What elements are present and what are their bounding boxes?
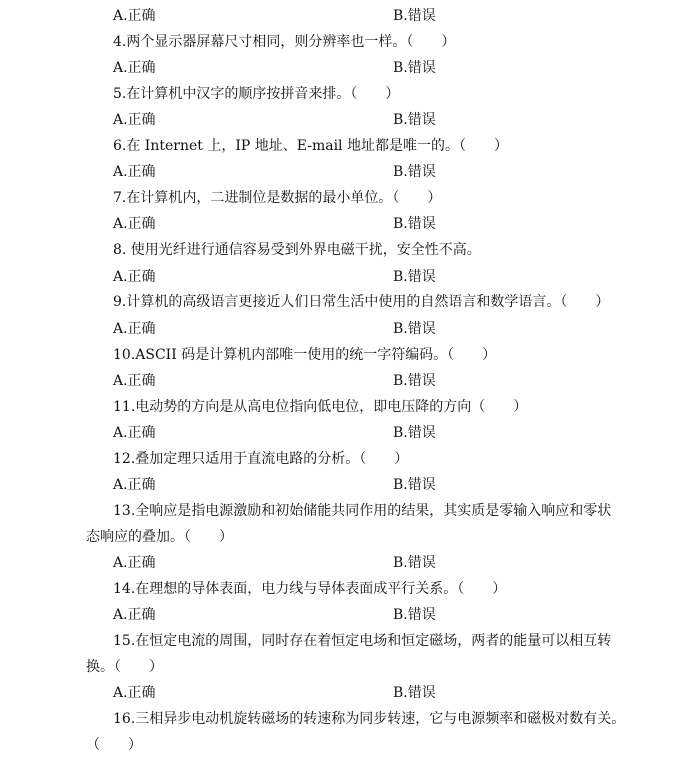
option-b-q13[interactable]: B.错误 xyxy=(393,555,436,571)
option-a-q3[interactable]: A.正确 xyxy=(113,8,156,24)
option-b-q7[interactable]: B.错误 xyxy=(393,216,436,232)
option-a-q5[interactable]: A.正确 xyxy=(113,112,156,128)
question-8: 8. 使用光纤进行通信容易受到外界电磁干扰，安全性不高。 xyxy=(113,242,481,258)
option-b-q14[interactable]: B.错误 xyxy=(393,607,436,623)
option-a-q8[interactable]: A.正确 xyxy=(113,269,156,285)
option-a-q9[interactable]: A.正确 xyxy=(113,321,156,337)
question-15-continuation: 换。（ ） xyxy=(86,659,163,675)
option-b-q11[interactable]: B.错误 xyxy=(393,425,436,441)
option-a-q14[interactable]: A.正确 xyxy=(113,607,156,623)
question-14: 14.在理想的导体表面，电力线与导体表面成平行关系。（ ） xyxy=(113,581,507,597)
question-16: 16.三相异步电动机旋转磁场的转速称为同步转速，它与电源频率和磁极对数有关。 xyxy=(113,711,626,727)
option-b-q12[interactable]: B.错误 xyxy=(393,477,436,493)
question-13: 13.全响应是指电源激励和初始储能共同作用的结果，其实质是零输入响应和零状 xyxy=(113,503,612,519)
question-16-continuation: （ ） xyxy=(86,737,142,753)
option-a-q12[interactable]: A.正确 xyxy=(113,477,156,493)
option-a-q4[interactable]: A.正确 xyxy=(113,60,156,76)
option-a-q7[interactable]: A.正确 xyxy=(113,216,156,232)
question-15: 15.在恒定电流的周围，同时存在着恒定电场和恒定磁场，两者的能量可以相互转 xyxy=(113,633,612,649)
option-b-q15[interactable]: B.错误 xyxy=(393,685,436,701)
question-5: 5.在计算机中汉字的顺序按拼音来排。（ ） xyxy=(113,86,400,102)
option-b-q3[interactable]: B.错误 xyxy=(393,8,436,24)
option-b-q9[interactable]: B.错误 xyxy=(393,321,436,337)
question-13-continuation: 态响应的叠加。（ ） xyxy=(86,529,233,545)
question-12: 12.叠加定理只适用于直流电路的分析。（ ） xyxy=(113,451,409,467)
question-11: 11.电动势的方向是从高电位指向低电位，即电压降的方向（ ） xyxy=(113,399,528,415)
question-4: 4.两个显示器屏幕尺寸相同，则分辨率也一样。（ ） xyxy=(113,34,456,50)
option-b-q8[interactable]: B.错误 xyxy=(393,269,436,285)
option-a-q13[interactable]: A.正确 xyxy=(113,555,156,571)
question-6: 6.在 Internet 上，IP 地址、E-mail 地址都是唯一的。（ ） xyxy=(113,138,508,154)
option-a-q11[interactable]: A.正确 xyxy=(113,425,156,441)
question-10: 10.ASCII 码是计算机内部唯一使用的统一字符编码。（ ） xyxy=(113,347,497,363)
option-a-q15[interactable]: A.正确 xyxy=(113,685,156,701)
option-b-q4[interactable]: B.错误 xyxy=(393,60,436,76)
question-7: 7.在计算机内，二进制位是数据的最小单位。（ ） xyxy=(113,190,442,206)
option-a-q6[interactable]: A.正确 xyxy=(113,164,156,180)
option-b-q6[interactable]: B.错误 xyxy=(393,164,436,180)
option-b-q5[interactable]: B.错误 xyxy=(393,112,436,128)
option-b-q10[interactable]: B.错误 xyxy=(393,373,436,389)
option-a-q10[interactable]: A.正确 xyxy=(113,373,156,389)
question-9: 9.计算机的高级语言更接近人们日常生活中使用的自然语言和数学语言。（ ） xyxy=(113,294,610,310)
